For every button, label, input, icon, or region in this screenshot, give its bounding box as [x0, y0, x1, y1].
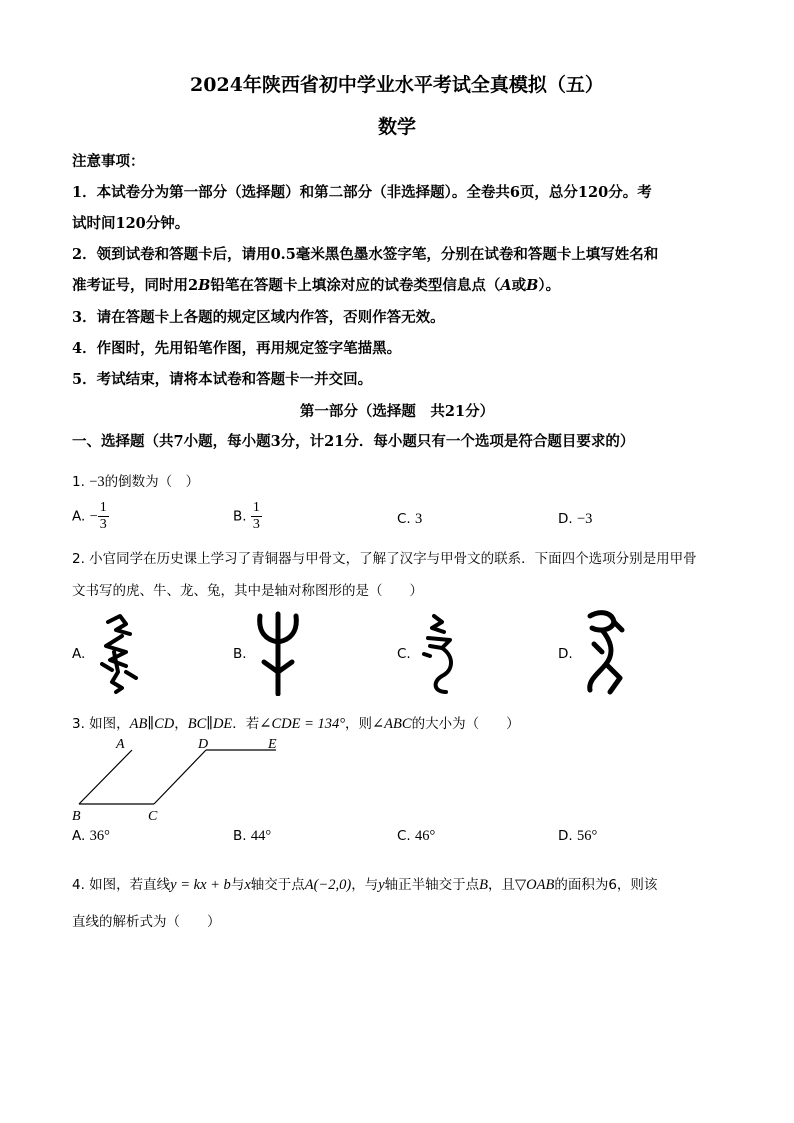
question-3-stem: 3. 如图，AB∥CD，BC∥DE．若∠CDE = 134°，则∠ABC的大小为（ ）	[72, 716, 520, 732]
note-1a: 1．本试卷分为第一部分（选择题）和第二部分（非选择题）。全卷共6页，总分120分。考	[72, 184, 652, 201]
part-one-title: 第一部分（选择题 共21分）	[299, 403, 495, 420]
q1-option-a: A. − $\frac{1}{3}$	[72, 500, 107, 532]
q3-option-b: B. 44°	[233, 828, 272, 844]
oracle-ox-glyph	[254, 610, 302, 696]
oracle-tiger-glyph	[96, 612, 142, 694]
question-4-line2: 直线的解析式为（ ）	[72, 914, 221, 930]
section-heading: 一、选择题（共7小题，每小题3分，计21分．每小题只有一个选项是符合题目要求的）	[72, 433, 635, 450]
note-4: 4．作图时，先用铅笔作图，再用规定签字笔描黑。	[72, 340, 402, 357]
label-b: B	[72, 809, 81, 824]
oracle-dragon-glyph	[420, 612, 460, 696]
q1-option-c: C. 3	[397, 511, 423, 527]
subject-title: 数学	[377, 116, 416, 138]
note-2a: 2．领到试卷和答题卡后，请用0.5毫米黑色墨水签字笔，分别在试卷和答题卡上填写姓名和	[72, 246, 659, 263]
q3-option-d: D. 56°	[558, 828, 598, 844]
oracle-rabbit-glyph	[582, 608, 626, 696]
q3-option-a: A. 36°	[72, 828, 110, 844]
question-2-line1: 2. 小官同学在历史课上学习了青铜器与甲骨文，了解了汉字与甲骨文的联系．下面四个选项分别是用甲骨	[72, 551, 697, 567]
label-e: E	[268, 737, 277, 752]
page-title: 2024年陕西省初中学业水平考试全真模拟（五）	[190, 74, 604, 96]
notes-heading: 注意事项：	[72, 153, 145, 170]
label-d: D	[198, 737, 209, 752]
q2-option-a-label: A.	[72, 646, 86, 662]
question-1-stem: 1. −3的倒数为（ ）	[72, 474, 200, 490]
question-4-line1: 4. 如图，若直线y = kx + b与x轴交于点A(−2,0)，与y轴正半轴交于点B，且▽OAB的面积为6，则该	[72, 877, 658, 893]
question-2-line2: 文书写的虎、牛、龙、兔，其中是轴对称图形的是（ ）	[72, 583, 423, 599]
q1-option-b: B. $\frac{1}{3}$	[233, 500, 260, 532]
note-2b: 准考证号，同时用2B铅笔在答题卡上填涂对应的试卷类型信息点（A或B）。	[72, 277, 561, 294]
q2-option-c-label: C.	[397, 646, 411, 662]
label-c: C	[148, 809, 158, 824]
q3-option-c: C. 46°	[397, 828, 436, 844]
note-5: 5．考试结束，请将本试卷和答题卡一并交回。	[72, 371, 373, 388]
q1-option-d: D. −3	[558, 511, 593, 527]
note-3: 3．请在答题卡上各题的规定区域内作答，否则作答无效。	[72, 309, 445, 326]
q2-option-b-label: B.	[233, 646, 247, 662]
note-1b: 试时间120分钟。	[72, 215, 190, 232]
parallel-lines-figure	[66, 734, 296, 826]
label-a: A	[116, 737, 125, 752]
q2-option-d-label: D.	[558, 646, 573, 662]
